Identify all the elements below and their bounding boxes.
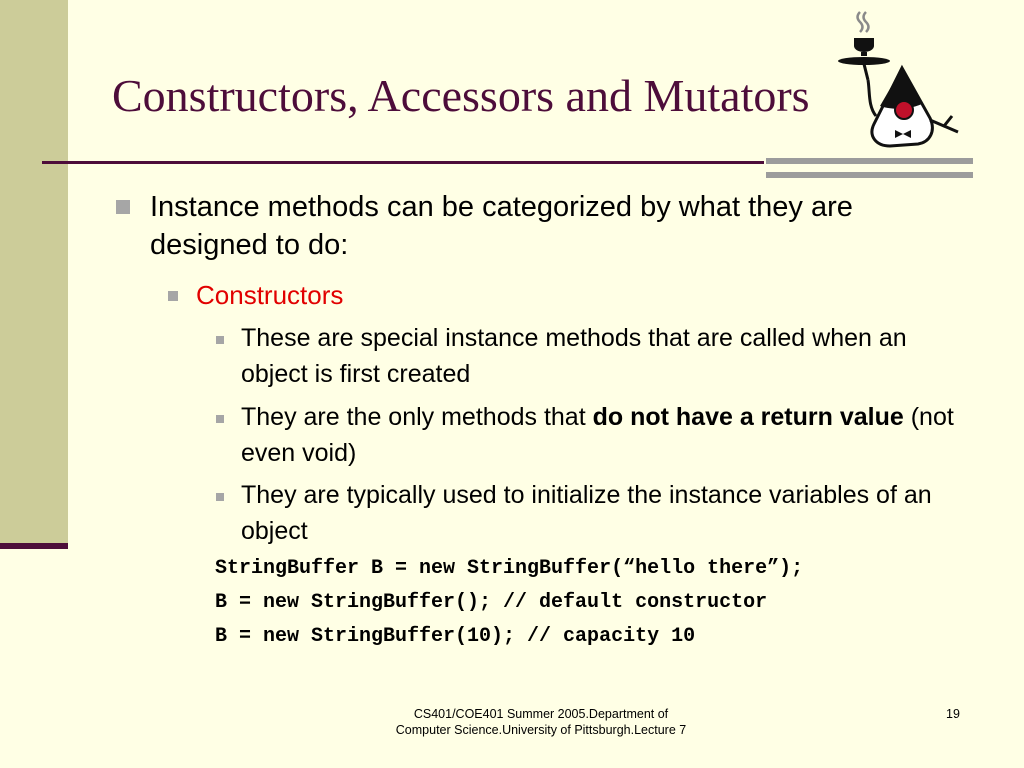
title-divider: [42, 161, 764, 164]
code-line: StringBuffer B = new StringBuffer(“hello there”);: [215, 557, 804, 580]
bullet-marker-l3-1: [216, 336, 224, 344]
footer-text: CS401/COE401 Summer 2005.Department of Computer Science.University of Pittsburgh.Lecture 7: [395, 707, 687, 737]
title-divider-gray-top: [766, 158, 973, 164]
side-band-bar: [0, 543, 68, 549]
code-line: B = new StringBuffer(); // default constructor: [215, 591, 768, 614]
bullet-constructors: Constructors: [196, 280, 344, 310]
bullet-instance-methods: Instance methods can be categorized by what they are designed to do:: [150, 191, 853, 261]
title-divider-gray-bottom: [766, 172, 973, 178]
bullet-special-methods: These are special instance methods that are called when an object is first created: [241, 324, 907, 388]
page-number: 19: [946, 707, 960, 721]
bullet-initialize-variables: They are typically used to initialize the instance variables of an object: [241, 481, 932, 545]
code-line: B = new StringBuffer(10); // capacity 10: [215, 625, 696, 648]
emphasis-text: do not have a return value: [592, 403, 904, 431]
slide-title: Constructors, Accessors and Mutators: [112, 70, 810, 121]
bullet-marker-l3-2: [216, 415, 224, 423]
side-band: [0, 0, 68, 545]
bullet-text: They are the only methods that: [241, 403, 593, 431]
java-duke-waiter-icon: [832, 6, 972, 156]
bullet-marker-l2: [168, 291, 178, 301]
bullet-marker-l1: [116, 200, 130, 214]
bullet-marker-l3-3: [216, 493, 224, 501]
bullet-text: (not even void): [241, 403, 954, 467]
bullet-no-return-value: [241, 399, 961, 471]
